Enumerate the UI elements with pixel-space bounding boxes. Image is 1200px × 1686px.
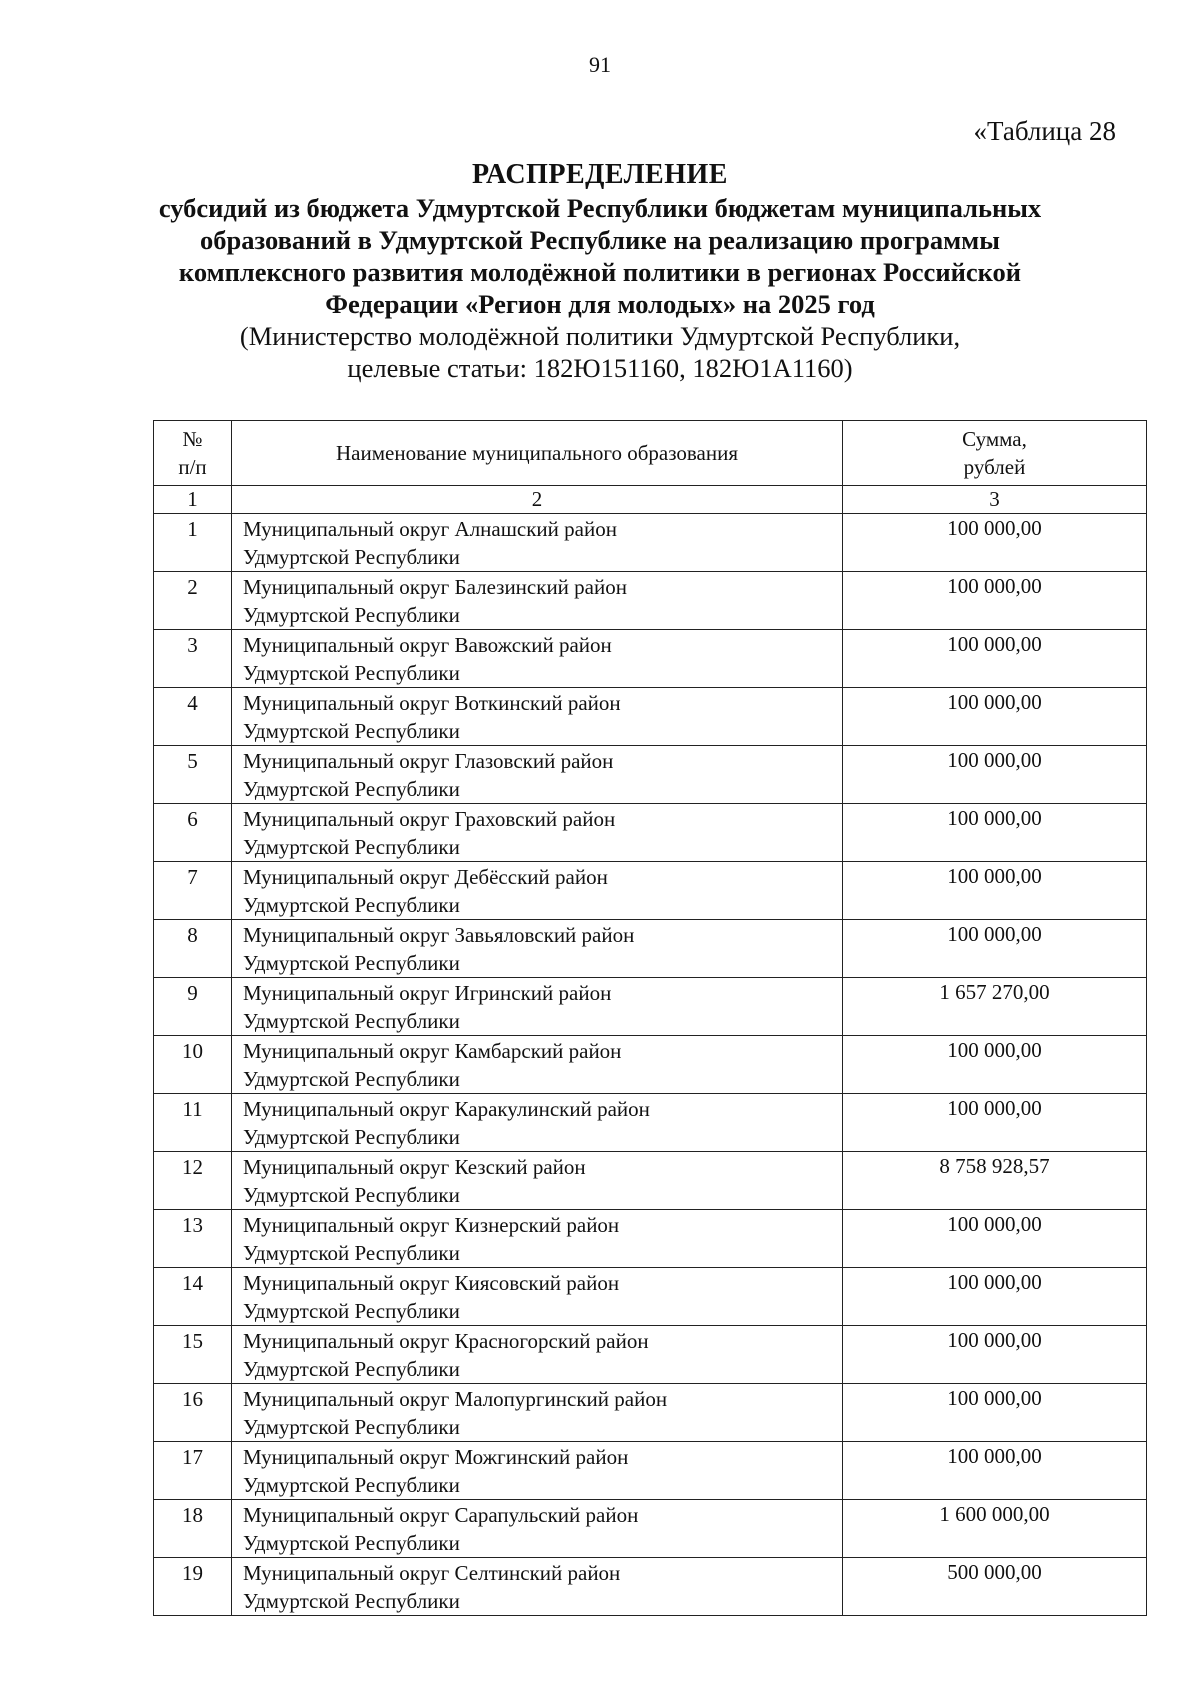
subsidy-amount: 100 000,00 (843, 920, 1147, 978)
municipality-name-line2: Удмуртской Республики (243, 603, 460, 627)
municipality-name-line2: Удмуртской Республики (243, 545, 460, 569)
municipality-name (232, 804, 843, 862)
municipality-name-line2: Удмуртской Республики (243, 951, 460, 975)
municipality-name-line2: Удмуртской Республики (243, 661, 460, 685)
municipality-name-line2: Удмуртской Республики (243, 1183, 460, 1207)
municipality-name (232, 746, 843, 804)
header-number-line1: № (182, 427, 203, 451)
municipality-name (232, 630, 843, 688)
municipality-name-line2: Удмуртской Республики (243, 1589, 460, 1613)
subsidy-amount: 1 657 270,00 (843, 978, 1147, 1036)
subsidy-amount: 100 000,00 (843, 1268, 1147, 1326)
subsidy-amount: 100 000,00 (843, 1036, 1147, 1094)
table-row (154, 978, 1147, 1036)
page-number: 91 (589, 52, 611, 77)
municipality-name (232, 1442, 843, 1500)
subsidy-amount: 100 000,00 (843, 1442, 1147, 1500)
table-row (154, 1500, 1147, 1558)
subsidy-amount: 100 000,00 (843, 514, 1147, 572)
municipality-name-line2: Удмуртской Республики (243, 1415, 460, 1439)
municipality-name-line1: Муниципальный округ Киясовский район (243, 1271, 620, 1295)
municipality-name-line1: Муниципальный округ Каракулинский район (243, 1097, 650, 1121)
table-row (154, 1094, 1147, 1152)
municipality-name-line1: Муниципальный округ Вавожский район (243, 633, 612, 657)
municipality-name (232, 1152, 843, 1210)
row-number: 8 (154, 920, 232, 978)
table-row (154, 804, 1147, 862)
row-number: 1 (154, 514, 232, 572)
column-index-row (154, 486, 1147, 514)
row-number: 5 (154, 746, 232, 804)
header-sum-line2: рублей (963, 455, 1026, 479)
header-sum-line1: Сумма, (962, 427, 1027, 451)
distribution-table (153, 420, 1147, 1616)
subsidy-amount: 100 000,00 (843, 804, 1147, 862)
row-number: 2 (154, 572, 232, 630)
title-note-line: целевые статьи: 182Ю151160, 182Ю1А1160) (347, 353, 853, 383)
subsidy-amount: 100 000,00 (843, 1384, 1147, 1442)
table-row (154, 1152, 1147, 1210)
title-line: субсидий из бюджета Удмуртской Республики бюджетам муниципальных (158, 193, 1042, 223)
municipality-name-line2: Удмуртской Республики (243, 719, 460, 743)
municipality-name (232, 1326, 843, 1384)
municipality-name (232, 1268, 843, 1326)
municipality-name-line2: Удмуртской Республики (243, 893, 460, 917)
municipality-name-line1: Муниципальный округ Малопургинский район (243, 1387, 668, 1411)
subsidy-amount: 100 000,00 (843, 862, 1147, 920)
row-number: 4 (154, 688, 232, 746)
municipality-name (232, 572, 843, 630)
table-row (154, 1268, 1147, 1326)
table-row (154, 920, 1147, 978)
municipality-name (232, 1094, 843, 1152)
header-number-line2: п/п (178, 455, 207, 479)
subsidy-amount: 100 000,00 (843, 1326, 1147, 1384)
municipality-name-line2: Удмуртской Республики (243, 1125, 460, 1149)
municipality-name-line2: Удмуртской Республики (243, 835, 460, 859)
municipality-name-line2: Удмуртской Республики (243, 1299, 460, 1323)
municipality-name-line1: Муниципальный округ Кезский район (243, 1155, 586, 1179)
table-row (154, 1326, 1147, 1384)
municipality-name-line1: Муниципальный округ Граховский район (243, 807, 616, 831)
subsidy-amount: 100 000,00 (843, 688, 1147, 746)
municipality-name-line2: Удмуртской Республики (243, 1473, 460, 1497)
subsidy-amount: 1 600 000,00 (843, 1500, 1147, 1558)
table-row (154, 1036, 1147, 1094)
subsidy-amount: 100 000,00 (843, 630, 1147, 688)
table-header-row (154, 421, 1147, 486)
municipality-name (232, 1210, 843, 1268)
title-line: комплексного развития молодёжной политики в регионах Российской (178, 257, 1022, 287)
subsidy-amount: 500 000,00 (843, 1558, 1147, 1616)
document-title (150, 158, 1050, 384)
row-number: 7 (154, 862, 232, 920)
municipality-name-line1: Муниципальный округ Камбарский район (243, 1039, 622, 1063)
municipality-name-line1: Муниципальный округ Алнашский район (243, 517, 617, 541)
municipality-name-line2: Удмуртской Республики (243, 1531, 460, 1555)
column-index: 3 (843, 486, 1147, 514)
header-name: Наименование муниципального образования (232, 421, 843, 486)
table-row (154, 1442, 1147, 1500)
municipality-name-line1: Муниципальный округ Дебёсский район (243, 865, 608, 889)
municipality-name-line2: Удмуртской Республики (243, 777, 460, 801)
municipality-name (232, 978, 843, 1036)
row-number: 9 (154, 978, 232, 1036)
row-number: 18 (154, 1500, 232, 1558)
municipality-name (232, 688, 843, 746)
column-index: 1 (154, 486, 232, 514)
row-number: 6 (154, 804, 232, 862)
table-row (154, 688, 1147, 746)
row-number: 15 (154, 1326, 232, 1384)
subsidy-amount: 100 000,00 (843, 746, 1147, 804)
table-row (154, 514, 1147, 572)
table-row (154, 1384, 1147, 1442)
row-number: 14 (154, 1268, 232, 1326)
table-row (154, 630, 1147, 688)
row-number: 13 (154, 1210, 232, 1268)
title-note-line: (Министерство молодёжной политики Удмуртской Республики, (239, 321, 961, 351)
title-line: образований в Удмуртской Республике на реализацию программы (200, 225, 1000, 255)
municipality-name-line1: Муниципальный округ Глазовский район (243, 749, 614, 773)
municipality-name-line2: Удмуртской Республики (243, 1009, 460, 1033)
municipality-name-line2: Удмуртской Республики (243, 1067, 460, 1091)
subsidy-amount: 100 000,00 (843, 572, 1147, 630)
municipality-name-line2: Удмуртской Республики (243, 1357, 460, 1381)
municipality-name-line1: Муниципальный округ Воткинский район (243, 691, 621, 715)
row-number: 12 (154, 1152, 232, 1210)
municipality-name-line1: Муниципальный округ Сарапульский район (243, 1503, 639, 1527)
row-number: 3 (154, 630, 232, 688)
table-row (154, 746, 1147, 804)
municipality-name-line1: Муниципальный округ Завьяловский район (243, 923, 635, 947)
municipality-name (232, 1558, 843, 1616)
row-number: 19 (154, 1558, 232, 1616)
municipality-name (232, 514, 843, 572)
header-number (154, 421, 232, 486)
row-number: 16 (154, 1384, 232, 1442)
municipality-name-line1: Муниципальный округ Игринский район (243, 981, 612, 1005)
municipality-name-line1: Муниципальный округ Красногорский район (243, 1329, 649, 1353)
subsidy-amount: 100 000,00 (843, 1210, 1147, 1268)
municipality-name-line2: Удмуртской Республики (243, 1241, 460, 1265)
header-sum (843, 421, 1147, 486)
municipality-name-line1: Муниципальный округ Балезинский район (243, 575, 627, 599)
subsidy-amount: 8 758 928,57 (843, 1152, 1147, 1210)
municipality-name-line1: Муниципальный округ Кизнерский район (243, 1213, 620, 1237)
title-main: РАСПРЕДЕЛЕНИЕ (472, 159, 728, 190)
subsidy-amount: 100 000,00 (843, 1094, 1147, 1152)
table-row (154, 1558, 1147, 1616)
column-index: 2 (232, 486, 843, 514)
municipality-name-line1: Муниципальный округ Можгинский район (243, 1445, 629, 1469)
municipality-name (232, 862, 843, 920)
municipality-name (232, 1500, 843, 1558)
table-label: «Таблица 28 (973, 116, 1116, 146)
municipality-name (232, 1036, 843, 1094)
title-line: Федерации «Регион для молодых» на 2025 год (325, 289, 875, 319)
table-row (154, 862, 1147, 920)
municipality-name (232, 1384, 843, 1442)
row-number: 17 (154, 1442, 232, 1500)
municipality-name-line1: Муниципальный округ Селтинский район (243, 1561, 621, 1585)
municipality-name (232, 920, 843, 978)
row-number: 10 (154, 1036, 232, 1094)
table-row (154, 572, 1147, 630)
row-number: 11 (154, 1094, 232, 1152)
table-row (154, 1210, 1147, 1268)
